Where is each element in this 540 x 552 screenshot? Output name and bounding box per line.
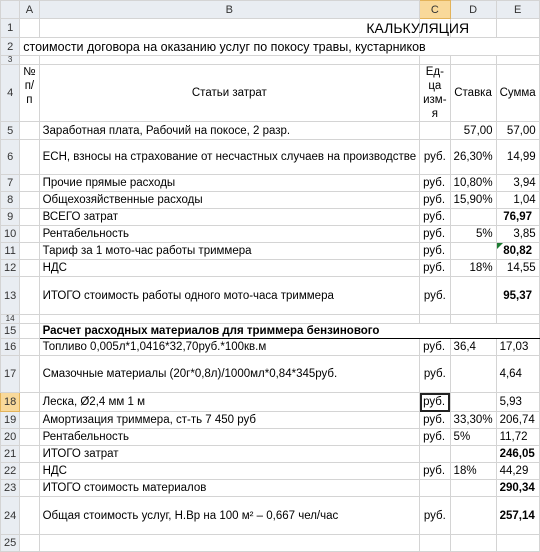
cell-b12[interactable]: НДС <box>39 260 420 277</box>
cell-c21[interactable] <box>420 446 450 463</box>
cell-a13[interactable] <box>20 277 39 315</box>
cell-e22[interactable]: 44,29 <box>496 463 539 480</box>
sheet-row-7 <box>1 175 540 192</box>
cell-a12[interactable] <box>20 260 39 277</box>
row-header-9[interactable]: 9 <box>1 209 20 226</box>
cell-a2-subtitle[interactable]: стоимости договора на оказанию услуг по покосу травы, кустарников <box>20 38 539 56</box>
cell-c20[interactable]: руб. <box>420 429 450 446</box>
cell-d9[interactable] <box>450 209 496 226</box>
row-header-21[interactable]: 21 <box>1 446 20 463</box>
row-header-10[interactable]: 10 <box>1 226 20 243</box>
column-header-b[interactable]: B <box>39 1 420 19</box>
cell-c19[interactable]: руб. <box>420 412 450 429</box>
cell-d25[interactable] <box>450 535 496 552</box>
row-header-24[interactable]: 24 <box>1 497 20 535</box>
cell-e24[interactable]: 257,14 <box>496 497 539 535</box>
cell-b21[interactable]: ИТОГО затрат <box>39 446 420 463</box>
cell-d10[interactable]: 5% <box>450 226 496 243</box>
cell-e23[interactable]: 290,34 <box>496 480 539 497</box>
sheet-row-18 <box>1 393 540 412</box>
cell-c7[interactable]: руб. <box>420 175 450 192</box>
cell-e20[interactable]: 11,72 <box>496 429 539 446</box>
row-header-6[interactable]: 6 <box>1 140 20 175</box>
cell-e25[interactable] <box>496 535 539 552</box>
sheet-row-5 <box>1 122 540 140</box>
sheet-row-19 <box>1 412 540 429</box>
cell-c5[interactable] <box>420 122 450 140</box>
cell-a19[interactable] <box>20 412 39 429</box>
cell-e1[interactable] <box>496 19 539 38</box>
cell-e13[interactable]: 95,37 <box>496 277 539 315</box>
cell-d17[interactable] <box>450 356 496 393</box>
cell-e3[interactable] <box>496 56 539 65</box>
cell-e11[interactable]: 80,82 <box>496 243 539 260</box>
cell-d12[interactable]: 18% <box>450 260 496 277</box>
row-header-22[interactable]: 22 <box>1 463 20 480</box>
sheet-row-3 <box>1 56 540 65</box>
cell-b15-section-title[interactable]: Расчет расходных материалов для триммера бензинового <box>39 324 539 339</box>
cell-d3[interactable] <box>450 56 496 65</box>
row-header-18[interactable]: 18 <box>1 393 20 412</box>
cell-b11[interactable]: Тариф за 1 мото-час работы триммера <box>39 243 420 260</box>
cell-b5[interactable]: Заработная плата, Рабочий на покосе, 2 разр. <box>39 122 420 140</box>
cell-e18[interactable]: 5,93 <box>496 393 539 412</box>
column-header-a[interactable]: A <box>20 1 39 19</box>
cell-a23[interactable] <box>20 480 39 497</box>
cell-e7[interactable]: 3,94 <box>496 175 539 192</box>
cell-d24[interactable] <box>450 497 496 535</box>
sheet-row-9 <box>1 209 540 226</box>
sheet-row-13 <box>1 277 540 315</box>
cell-c12[interactable]: руб. <box>420 260 450 277</box>
cell-b20[interactable]: Рентабельность <box>39 429 420 446</box>
row-header-12[interactable]: 12 <box>1 260 20 277</box>
cell-b22[interactable]: НДС <box>39 463 420 480</box>
cell-c11[interactable]: руб. <box>420 243 450 260</box>
cell-d16[interactable]: 36,4 <box>450 339 496 356</box>
row-header-19[interactable]: 19 <box>1 412 20 429</box>
cell-b13[interactable]: ИТОГО стоимость работы одного мото-часа триммера <box>39 277 420 315</box>
cell-b6[interactable]: ЕСН, взносы на страхование от несчастных случаев на производстве <box>39 140 420 175</box>
cell-d7[interactable]: 10,80% <box>450 175 496 192</box>
cell-a10[interactable] <box>20 226 39 243</box>
cell-c24[interactable]: руб. <box>420 497 450 535</box>
cell-b10[interactable]: Рентабельность <box>39 226 420 243</box>
cell-d13[interactable] <box>450 277 496 315</box>
cell-b1[interactable] <box>39 19 470 38</box>
sheet-title: КАЛЬКУЛЯЦИЯ <box>366 20 470 36</box>
sheet-row-21 <box>1 446 540 463</box>
row-header-8[interactable]: 8 <box>1 192 20 209</box>
cell-c4-unit-header[interactable]: Ед-ца изм-я <box>420 65 450 122</box>
cell-e16[interactable]: 17,03 <box>496 339 539 356</box>
cell-b18[interactable]: Леска, Ø2,4 мм 1 м <box>39 393 420 412</box>
sheet-row-6 <box>1 140 540 175</box>
cell-a6[interactable] <box>20 140 39 175</box>
cell-a20[interactable] <box>20 429 39 446</box>
column-header-d[interactable]: D <box>450 1 496 19</box>
row-header-14[interactable]: 14 <box>1 315 20 324</box>
sheet-row-15 <box>1 324 540 339</box>
cell-c9[interactable]: руб. <box>420 209 450 226</box>
cell-c22[interactable]: руб. <box>420 463 450 480</box>
cell-a7[interactable] <box>20 175 39 192</box>
row-header-11[interactable]: 11 <box>1 243 20 260</box>
cell-d8[interactable]: 15,90% <box>450 192 496 209</box>
cell-d18[interactable] <box>450 393 496 412</box>
cell-a22[interactable] <box>20 463 39 480</box>
sheet-row-25 <box>1 535 540 552</box>
cell-e10[interactable]: 3,85 <box>496 226 539 243</box>
cell-a15[interactable] <box>20 324 39 339</box>
sheet-row-12 <box>1 260 540 277</box>
cell-b19[interactable]: Амортизация триммера, ст-ть 7 450 руб <box>39 412 420 429</box>
cell-e21[interactable]: 246,05 <box>496 446 539 463</box>
cell-b14[interactable] <box>39 315 420 324</box>
cell-c17[interactable]: руб. <box>420 356 450 393</box>
sheet-row-4 <box>1 65 540 122</box>
row-header-3[interactable]: 3 <box>1 56 20 65</box>
cell-b25[interactable] <box>39 535 420 552</box>
sheet-row-11 <box>1 243 540 260</box>
sheet-row-8 <box>1 192 540 209</box>
cell-c6[interactable]: руб. <box>420 140 450 175</box>
column-header-c[interactable]: C <box>420 1 450 19</box>
cell-a11[interactable] <box>20 243 39 260</box>
row-header-13[interactable]: 13 <box>1 277 20 315</box>
cell-a24[interactable] <box>20 497 39 535</box>
cell-d14[interactable] <box>450 315 496 324</box>
cell-e19[interactable]: 206,74 <box>496 412 539 429</box>
cell-e4-sum-header[interactable]: Сумма <box>496 65 539 122</box>
column-header-e[interactable]: E <box>496 1 539 19</box>
cell-c14[interactable] <box>420 315 450 324</box>
sheet-row-24 <box>1 497 540 535</box>
cell-c10[interactable]: руб. <box>420 226 450 243</box>
cell-c25[interactable] <box>420 535 450 552</box>
cell-b3[interactable] <box>39 56 420 65</box>
cell-c23[interactable] <box>420 480 450 497</box>
sheet-row-2 <box>1 38 540 56</box>
cell-d21[interactable] <box>450 446 496 463</box>
row-header-20[interactable]: 20 <box>1 429 20 446</box>
sheet-row-17 <box>1 356 540 393</box>
cell-d6[interactable]: 26,30% <box>450 140 496 175</box>
row-header-15[interactable]: 15 <box>1 324 20 339</box>
cell-d19[interactable]: 33,30% <box>450 412 496 429</box>
cell-a4-number-header[interactable]: № п/п <box>20 65 39 122</box>
cell-a1[interactable] <box>20 19 39 38</box>
cell-a21[interactable] <box>20 446 39 463</box>
cell-d22[interactable]: 18% <box>450 463 496 480</box>
cell-e5[interactable]: 57,00 <box>496 122 539 140</box>
row-header-1[interactable]: 1 <box>1 19 20 38</box>
cell-e14[interactable] <box>496 315 539 324</box>
cell-c13[interactable]: руб. <box>420 277 450 315</box>
cell-e6[interactable]: 14,99 <box>496 140 539 175</box>
row-header-7[interactable]: 7 <box>1 175 20 192</box>
cell-a14[interactable] <box>20 315 39 324</box>
row-header-2[interactable]: 2 <box>1 38 20 56</box>
cell-a5[interactable] <box>20 122 39 140</box>
cell-b9[interactable]: ВСЕГО затрат <box>39 209 420 226</box>
sheet-row-22 <box>1 463 540 480</box>
cell-e8[interactable]: 1,04 <box>496 192 539 209</box>
row-header-25[interactable]: 25 <box>1 535 20 552</box>
cell-a16[interactable] <box>20 339 39 356</box>
cell-a25[interactable] <box>20 535 39 552</box>
cell-b8[interactable]: Общехозяйственные расходы <box>39 192 420 209</box>
cell-a3[interactable] <box>20 56 39 65</box>
cell-b17[interactable]: Смазочные материалы (20г*0,8л)/1000мл*0,84*345руб. <box>39 356 420 393</box>
cell-b16[interactable]: Топливо 0,005л*1,0416*32,70руб.*100кв.м <box>39 339 420 356</box>
cell-b4-articles-header[interactable]: Статьи затрат <box>39 65 420 122</box>
sheet-row-14 <box>1 315 540 324</box>
sheet-row-16 <box>1 339 540 356</box>
row-header-16[interactable]: 16 <box>1 339 20 356</box>
row-header-23[interactable]: 23 <box>1 480 20 497</box>
cell-c18-selected[interactable]: руб. <box>420 393 450 412</box>
cell-c3[interactable] <box>420 56 450 65</box>
cell-a9[interactable] <box>20 209 39 226</box>
sheet-row-20 <box>1 429 540 446</box>
cell-b7[interactable]: Прочие прямые расходы <box>39 175 420 192</box>
cell-e17[interactable]: 4,64 <box>496 356 539 393</box>
row-header-5[interactable]: 5 <box>1 122 20 140</box>
cell-b24[interactable]: Общая стоимость услуг, Н.Вр на 100 м² – 0,667 чел/час <box>39 497 420 535</box>
cell-d23[interactable] <box>450 480 496 497</box>
cell-e12[interactable]: 14,55 <box>496 260 539 277</box>
select-all-corner[interactable] <box>1 1 20 19</box>
cell-c16[interactable]: руб. <box>420 339 450 356</box>
column-header-row <box>1 1 540 19</box>
cell-a8[interactable] <box>20 192 39 209</box>
row-header-17[interactable]: 17 <box>1 356 20 393</box>
sheet-row-1 <box>1 19 540 38</box>
cell-d11[interactable] <box>450 243 496 260</box>
cell-d5[interactable]: 57,00 <box>450 122 496 140</box>
cell-d20[interactable]: 5% <box>450 429 496 446</box>
cell-b23[interactable]: ИТОГО стоимость материалов <box>39 480 420 497</box>
cell-a17[interactable] <box>20 356 39 393</box>
cell-c8[interactable]: руб. <box>420 192 450 209</box>
cell-d4-rate-header[interactable]: Ставка <box>450 65 496 122</box>
cell-a18[interactable] <box>20 393 39 412</box>
row-header-4[interactable]: 4 <box>1 65 20 122</box>
sheet-row-23 <box>1 480 540 497</box>
cell-e9[interactable]: 76,97 <box>496 209 539 226</box>
sheet-row-10 <box>1 226 540 243</box>
